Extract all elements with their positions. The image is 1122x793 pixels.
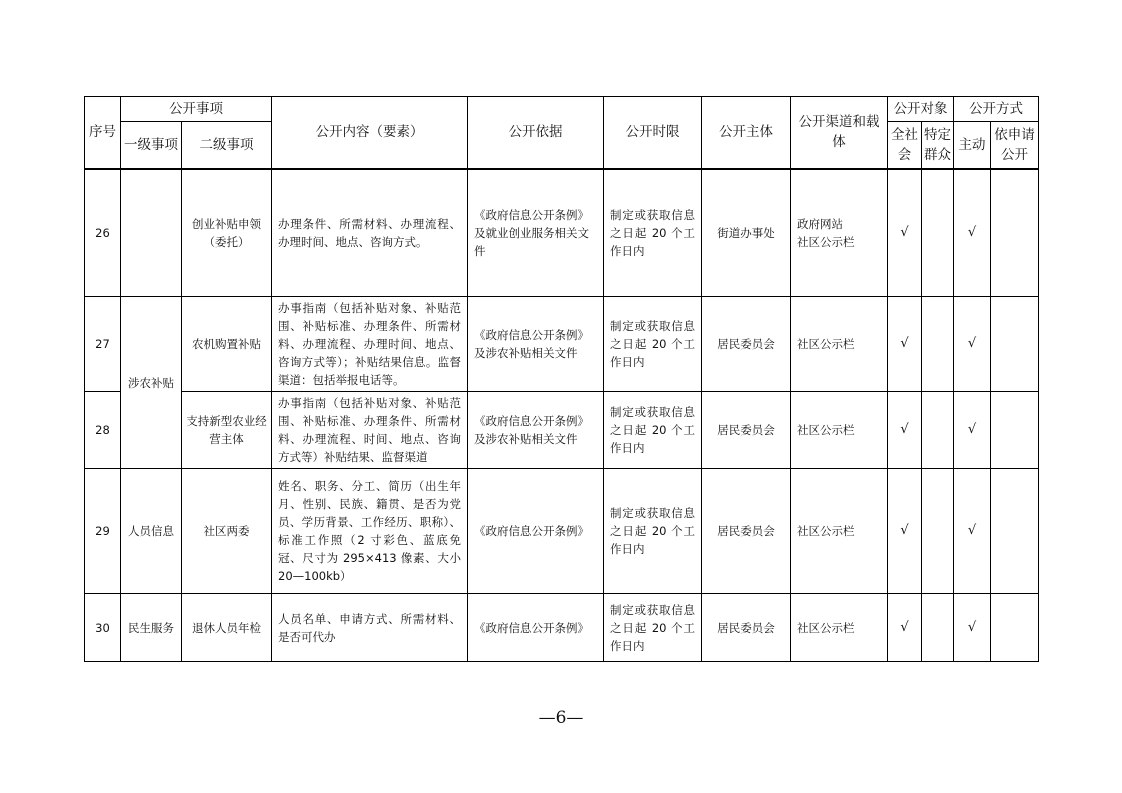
- header-whole-society: 全社会: [888, 122, 922, 169]
- basis-cell: 《政府信息公开条例》及涉农补贴相关文件: [468, 297, 604, 392]
- header-on-request: 依申请公开: [991, 122, 1039, 169]
- table-row: [85, 169, 1039, 297]
- level2-cell: 支持新型农业经营主体: [182, 392, 272, 469]
- table-row: [85, 469, 1039, 594]
- page-number: —6—: [538, 708, 584, 728]
- subject-cell: 居民委员会: [702, 594, 791, 662]
- content-cell: 姓名、职务、分工、简历（出生年月、性别、民族、籍贯、是否为党员、学历背景、工作经历、职称）、标准工作照（2 寸彩色、蓝底免冠、尺寸为 295×413 像素、大小 20—100kb）: [272, 469, 468, 594]
- basis-cell: 《政府信息公开条例》: [468, 469, 604, 594]
- header-level1: 一级事项: [121, 122, 182, 169]
- whole-society-check: √: [888, 594, 922, 662]
- on-request-check: [991, 469, 1039, 594]
- specific-group-check: [922, 469, 954, 594]
- specific-group-check: [922, 297, 954, 392]
- level1-cell: [121, 169, 182, 297]
- time-limit-cell: 制定或获取信息之日起 20 个工作日内: [604, 392, 702, 469]
- header-method-group: 公开方式: [954, 97, 1039, 122]
- channel-line: 政府网站: [797, 216, 843, 231]
- basis-cell: 《政府信息公开条例》及就业创业服务相关文件: [468, 169, 604, 297]
- basis-cell: 《政府信息公开条例》: [468, 594, 604, 662]
- basis-cell: 《政府信息公开条例》及涉农补贴相关文件: [468, 392, 604, 469]
- header-active: 主动: [954, 122, 991, 169]
- level2-cell: 社区两委: [182, 469, 272, 594]
- whole-society-check: √: [888, 392, 922, 469]
- time-limit-cell: 制定或获取信息之日起 20 个工作日内: [604, 297, 702, 392]
- table-row: [85, 392, 1039, 469]
- level1-cell: 民生服务: [121, 594, 182, 662]
- subject-cell: 居民委员会: [702, 297, 791, 392]
- row-number: 28: [85, 392, 121, 469]
- header-basis: 公开依据: [468, 97, 604, 169]
- disclosure-table: [84, 96, 1039, 662]
- content-cell: 办理条件、所需材料、办理流程、办理时间、地点、咨询方式。: [272, 169, 468, 297]
- specific-group-check: [922, 169, 954, 297]
- header-content: 公开内容（要素）: [272, 97, 468, 169]
- on-request-check: [991, 297, 1039, 392]
- specific-group-check: [922, 392, 954, 469]
- active-check: √: [954, 469, 991, 594]
- active-check: √: [954, 392, 991, 469]
- specific-group-check: [922, 594, 954, 662]
- level1-cell: 人员信息: [121, 469, 182, 594]
- whole-society-check: √: [888, 169, 922, 297]
- whole-society-check: √: [888, 469, 922, 594]
- channel-cell: 社区公示栏: [791, 297, 888, 392]
- level2-cell: 退休人员年检: [182, 594, 272, 662]
- time-limit-cell: 制定或获取信息之日起 20 个工作日内: [604, 169, 702, 297]
- level2-cell: 创业补贴申领（委托）: [182, 169, 272, 297]
- channel-cell: 社区公示栏: [791, 469, 888, 594]
- time-limit-cell: 制定或获取信息之日起 20 个工作日内: [604, 469, 702, 594]
- channel-cell: 社区公示栏: [791, 594, 888, 662]
- subject-cell: 居民委员会: [702, 469, 791, 594]
- time-limit-cell: 制定或获取信息之日起 20 个工作日内: [604, 594, 702, 662]
- header-channel: 公开渠道和载体: [791, 97, 888, 169]
- table-row: [85, 594, 1039, 662]
- channel-cell: [791, 169, 888, 297]
- header-specific-group: 特定群众: [922, 122, 954, 169]
- level1-cell: 涉农补贴: [121, 297, 182, 469]
- on-request-check: [991, 169, 1039, 297]
- header-level2: 二级事项: [182, 122, 272, 169]
- row-number: 30: [85, 594, 121, 662]
- channel-cell: 社区公示栏: [791, 392, 888, 469]
- on-request-check: [991, 392, 1039, 469]
- row-number: 27: [85, 297, 121, 392]
- active-check: √: [954, 594, 991, 662]
- row-number: 29: [85, 469, 121, 594]
- subject-cell: 居民委员会: [702, 392, 791, 469]
- header-subject: 公开主体: [702, 97, 791, 169]
- subject-cell: 街道办事处: [702, 169, 791, 297]
- table-row: [85, 297, 1039, 392]
- active-check: √: [954, 297, 991, 392]
- header-target-group: 公开对象: [888, 97, 954, 122]
- active-check: √: [954, 169, 991, 297]
- level2-cell: 农机购置补贴: [182, 297, 272, 392]
- content-cell: 办事指南（包括补贴对象、补贴范围、补贴标准、办理条件、所需材料、办理流程、时间、地点、咨询方式等）补贴结果、监督渠道: [272, 392, 468, 469]
- content-cell: 人员名单、申请方式、所需材料、是否可代办: [272, 594, 468, 662]
- content-cell: 办事指南（包括补贴对象、补贴范围、补贴标准、办理条件、所需材料、办理流程、办理时间、地点、咨询方式等）；补贴结果信息。监督渠道：包括举报电话等。: [272, 297, 468, 392]
- on-request-check: [991, 594, 1039, 662]
- row-number: 26: [85, 169, 121, 297]
- header-items-group: 公开事项: [121, 97, 272, 122]
- whole-society-check: √: [888, 297, 922, 392]
- header-seq: 序号: [85, 97, 121, 169]
- header-time-limit: 公开时限: [604, 97, 702, 169]
- channel-line: 社区公示栏: [797, 234, 855, 249]
